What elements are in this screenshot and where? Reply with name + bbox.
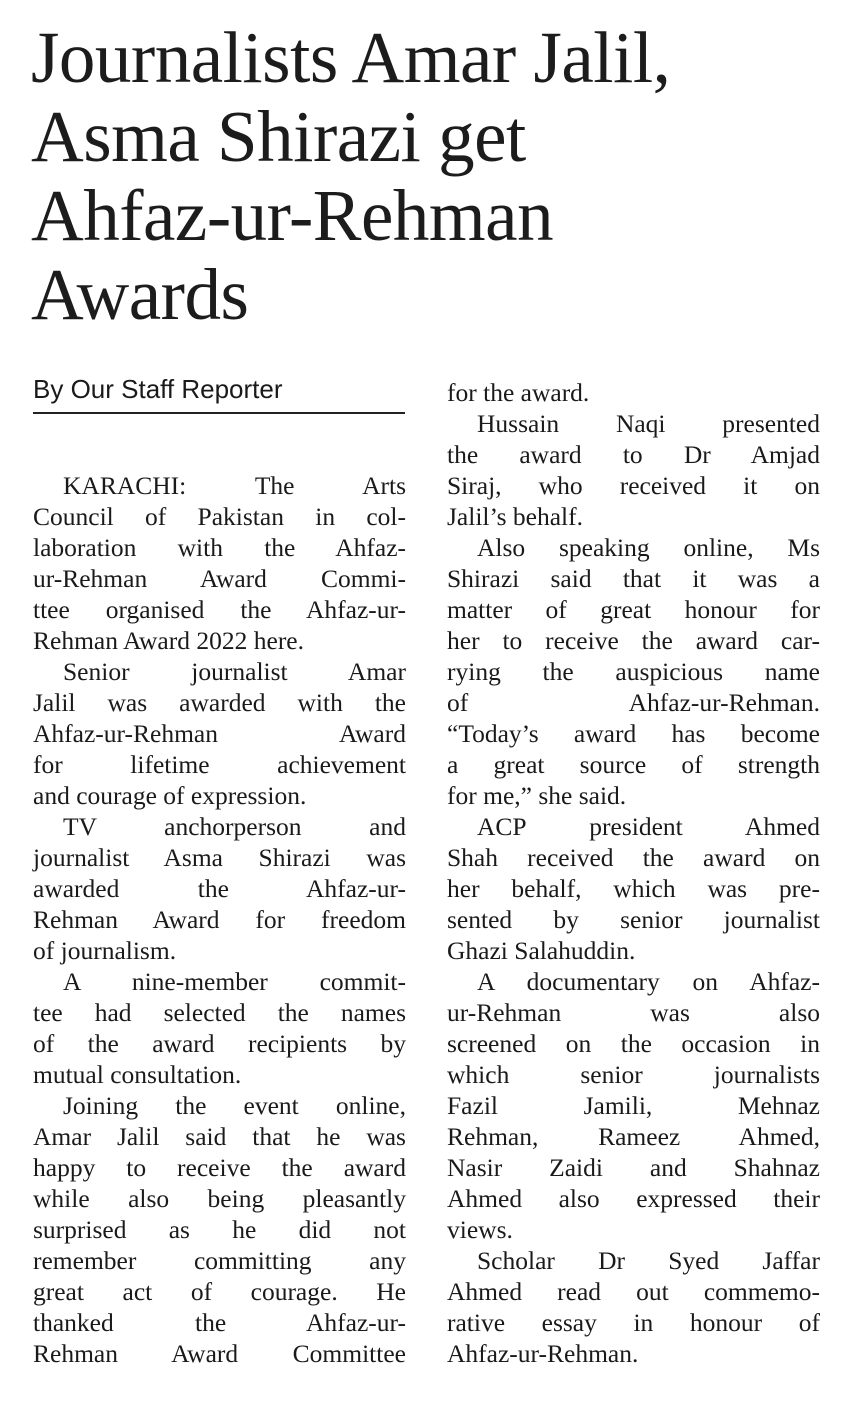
headline-line: Journalists Amar Jalil, <box>31 17 671 98</box>
paragraph-line: while also being pleasantly <box>33 1184 406 1213</box>
paragraph-line: surprised as he did not <box>33 1215 406 1244</box>
paragraph-line: Hussain Naqi presented <box>477 409 820 438</box>
article-paragraph <box>447 408 820 532</box>
article-paragraph <box>33 966 406 1090</box>
paragraph-line: Shirazi said that it was a <box>447 564 820 593</box>
article-paragraph <box>33 811 406 966</box>
headline-line: Ahfaz-ur-Rehman <box>31 175 554 256</box>
article-paragraph <box>447 1245 820 1369</box>
paragraph-line: of Ahfaz-ur-Rehman. <box>447 688 820 717</box>
paragraph-line: Ahfaz-ur-Rehman Award <box>33 719 406 748</box>
paragraph-line: matter of great honour for <box>447 595 820 624</box>
paragraph-line: tee had selected the names <box>33 998 406 1027</box>
article-column-right <box>447 377 820 1369</box>
paragraph-line: Council of Pakistan in col- <box>33 502 406 531</box>
paragraph-line: KARACHI: The Arts <box>63 471 406 500</box>
paragraph-line: screened on the occasion in <box>447 1029 820 1058</box>
paragraph-line: which senior journalists <box>447 1060 820 1089</box>
byline: By Our Staff Reporter <box>33 372 405 414</box>
paragraph-line: her to receive the award car- <box>447 626 820 655</box>
article-paragraph <box>447 532 820 811</box>
paragraph-line: Scholar Dr Syed Jaffar <box>477 1246 820 1275</box>
paragraph-line: views. <box>447 1215 513 1244</box>
paragraph-line: Ghazi Salahuddin. <box>447 936 636 965</box>
paragraph-line: happy to receive the award <box>33 1153 406 1182</box>
headline <box>31 18 831 334</box>
paragraph-line: Ahmed also expressed their <box>447 1184 820 1213</box>
paragraph-line: great act of courage. He <box>33 1277 406 1306</box>
paragraph-line: Siraj, who received it on <box>447 471 820 500</box>
paragraph-line: Rehman Award for freedom <box>33 905 406 934</box>
paragraph-line: rative essay in honour of <box>447 1308 820 1337</box>
paragraph-line: Shah received the award on <box>447 843 820 872</box>
paragraph-line: ttee organised the Ahfaz-ur- <box>33 595 406 624</box>
paragraph-line: ur-Rehman Award Commi- <box>33 564 406 593</box>
paragraph-line: for me,” she said. <box>447 781 627 810</box>
paragraph-line: ur-Rehman was also <box>447 998 820 1027</box>
headline-line: Asma Shirazi get <box>31 96 526 177</box>
paragraph-line: awarded the Ahfaz-ur- <box>33 874 406 903</box>
paragraph-line: sented by senior journalist <box>447 905 820 934</box>
article-paragraph <box>33 1090 406 1369</box>
paragraph-line: Rehman Award 2022 here. <box>33 626 304 655</box>
article-column-left <box>33 470 406 1369</box>
headline-line: Awards <box>31 254 249 335</box>
paragraph-line: mutual consultation. <box>33 1060 242 1089</box>
paragraph-line: and courage of expression. <box>33 781 307 810</box>
paragraph-line: her behalf, which was pre- <box>447 874 820 903</box>
paragraph-line: TV anchorperson and <box>63 812 406 841</box>
article-paragraph <box>447 377 820 408</box>
paragraph-line: Nasir Zaidi and Shahnaz <box>447 1153 820 1182</box>
paragraph-line: Ahfaz-ur-Rehman. <box>447 1339 639 1368</box>
paragraph-line: journalist Asma Shirazi was <box>33 843 406 872</box>
paragraph-line: remember committing any <box>33 1246 406 1275</box>
paragraph-line: Jalil was awarded with the <box>33 688 406 717</box>
paragraph-line: of journalism. <box>33 936 177 965</box>
article-paragraph <box>33 656 406 811</box>
paragraph-line: Fazil Jamili, Mehnaz <box>447 1091 820 1120</box>
article-paragraph <box>447 966 820 1245</box>
paragraph-line: for lifetime achievement <box>33 750 406 779</box>
paragraph-line: ACP president Ahmed <box>477 812 820 841</box>
paragraph-line: a great source of strength <box>447 750 820 779</box>
paragraph-line: Rehman, Rameez Ahmed, <box>447 1122 820 1151</box>
paragraph-line: A documentary on Ahfaz- <box>477 967 820 996</box>
paragraph-line: for the award. <box>447 378 590 407</box>
paragraph-line: Also speaking online, Ms <box>477 533 820 562</box>
paragraph-line: Rehman Award Committee <box>33 1339 406 1368</box>
paragraph-line: Ahmed read out commemo- <box>447 1277 820 1306</box>
paragraph-line: Jalil’s behalf. <box>447 502 583 531</box>
article-paragraph <box>447 811 820 966</box>
paragraph-line: rying the auspicious name <box>447 657 820 686</box>
article-paragraph <box>33 470 406 656</box>
paragraph-line: of the award recipients by <box>33 1029 406 1058</box>
paragraph-line: the award to Dr Amjad <box>447 440 820 469</box>
paragraph-line: Senior journalist Amar <box>63 657 406 686</box>
paragraph-line: Joining the event online, <box>63 1091 406 1120</box>
paragraph-line: thanked the Ahfaz-ur- <box>33 1308 406 1337</box>
paragraph-line: Amar Jalil said that he was <box>33 1122 406 1151</box>
paragraph-line: “Today’s award has become <box>447 719 820 748</box>
paragraph-line: A nine-member commit- <box>63 967 406 996</box>
paragraph-line: laboration with the Ahfaz- <box>33 533 406 562</box>
